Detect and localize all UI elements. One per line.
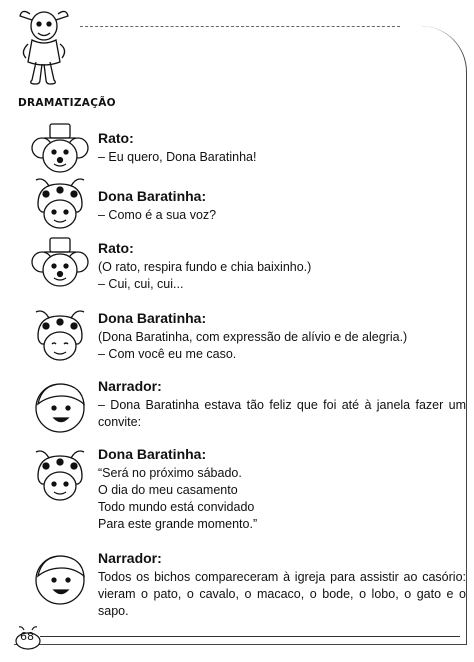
dialogue-line: Todo mundo está convidado [98, 500, 255, 514]
dialogue-line: Para este grande momento.” [98, 517, 258, 531]
dialogue-line: – Como é a sua voz? [98, 208, 217, 222]
speaker-name: Narrador: [98, 378, 162, 394]
mouse-icon [30, 236, 90, 296]
dialogue-line: (Dona Baratinha, com expressão de alívio e de alegria.) [98, 330, 408, 344]
dialogue-line: sapo. [98, 604, 129, 618]
footer-rule [40, 636, 460, 637]
speaker-name: Rato: [98, 240, 134, 256]
dialogue-line: “Será no próximo sábado. [98, 466, 242, 480]
narrator-girl-icon [30, 550, 90, 610]
page-number: 68 [20, 630, 34, 643]
dialogue-line: O dia do meu casamento [98, 483, 238, 497]
narrator-girl-icon [30, 378, 90, 438]
dialogue-line: – Eu quero, Dona Baratinha! [98, 150, 257, 164]
goat-mascot-icon [18, 4, 72, 90]
section-title: DRAMATIZAÇÃO [18, 97, 116, 109]
cockroach-girl-icon [30, 306, 90, 366]
top-divider [80, 26, 400, 27]
dialogue-line: vieram o pato, o cavalo, o macaco, o bode, o lobo, o gato e o [98, 587, 466, 601]
dialogue-line: convite: [98, 415, 142, 429]
speaker-name: Rato: [98, 130, 134, 146]
mouse-icon [30, 122, 90, 182]
dialogue-line: – Dona Baratinha estava tão feliz que foi até à janela fazer um [98, 398, 466, 412]
speaker-name: Narrador: [98, 550, 162, 566]
dialogue-line: (O rato, respira fundo e chia baixinho.) [98, 260, 312, 274]
cockroach-girl-icon [30, 446, 90, 506]
dialogue-line: – Com você eu me caso. [98, 347, 237, 361]
dialogue-line: – Cui, cui, cui... [98, 277, 184, 291]
cockroach-girl-icon [30, 174, 90, 234]
speaker-name: Dona Baratinha: [98, 446, 207, 462]
speaker-name: Dona Baratinha: [98, 188, 207, 204]
speaker-name: Dona Baratinha: [98, 310, 207, 326]
dialogue-line: Todos os bichos compareceram à igreja para assistir ao casório: [98, 570, 466, 584]
